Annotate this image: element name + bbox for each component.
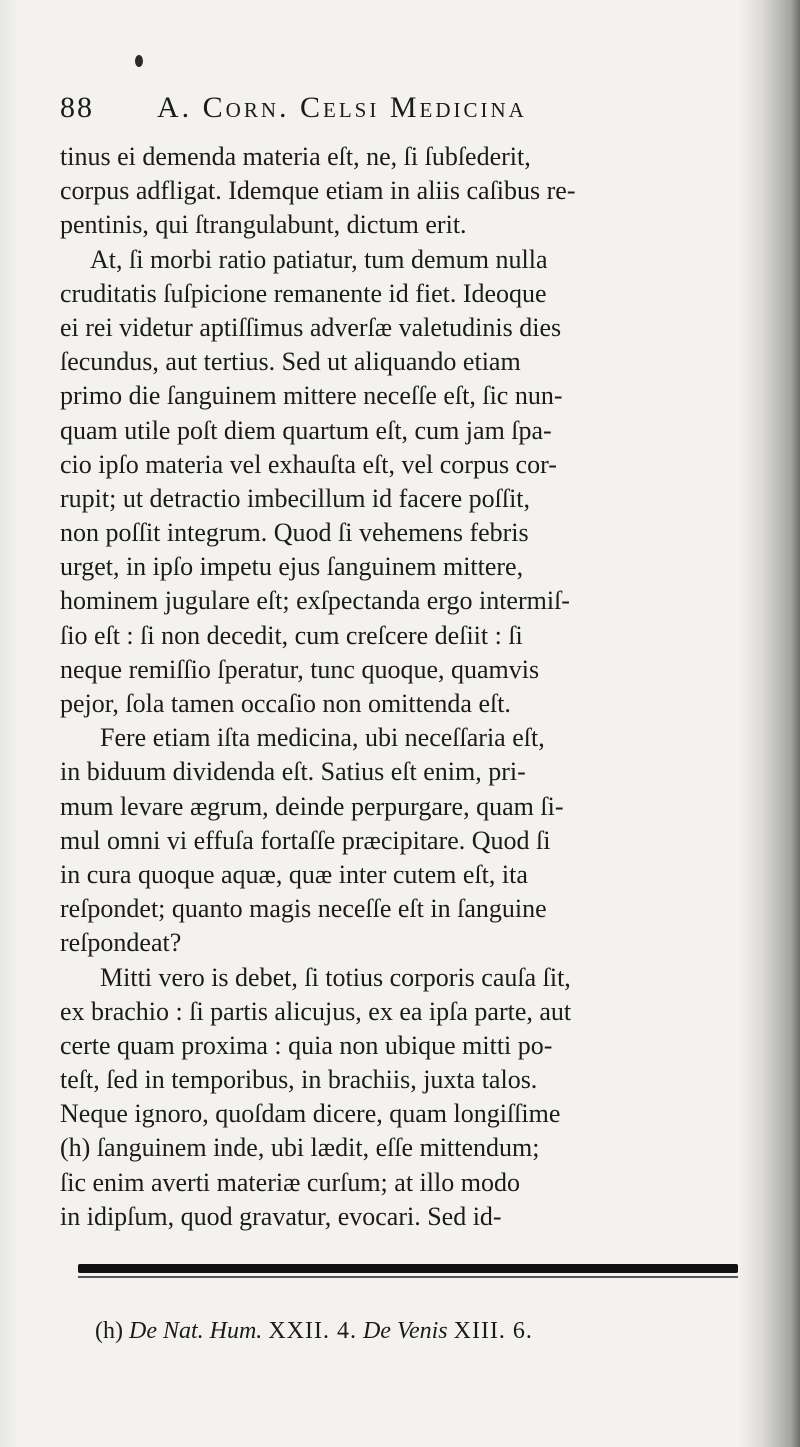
text-line: hominem jugulare eſt; exſpectanda ergo intermiſ- [60,586,570,616]
footnote-rule [78,1264,738,1273]
text-line: mum levare ægrum, deinde perpurgare, quam ſi- [60,791,564,821]
text-line: At, ſi morbi ratio patiatur, tum demum nulla [90,244,548,274]
text-line: ſic enim averti materiæ curſum; at illo modo [60,1167,520,1197]
text-line: ei rei videtur aptiſſimus adverſæ valetudinis dies [60,312,562,342]
footnote-ref1-loc: XXII. 4. [268,1318,357,1344]
running-title: A. Corn. Celsi Medicina [157,91,527,124]
text-line: ſio eſt : ſi non decedit, cum creſcere deſiit : ſi [60,620,523,650]
text-line: corpus adfligat. Idemque etiam in aliis caſibus re- [60,176,576,206]
body-text [60,140,740,1234]
text-line: in biduum dividenda eſt. Satius eſt enim, pri- [60,757,526,787]
text-line: pentinis, qui ſtrangulabunt, dictum erit. [60,210,467,240]
text-line: reſpondeat? [60,928,182,958]
text-line: cruditatis ſuſpicione remanente id fiet. Ideoque [60,278,547,308]
text-line: ſecundus, aut tertius. Sed ut aliquando etiam [60,347,521,377]
footnote [95,1313,755,1349]
text-line: quam utile poſt diem quartum eſt, cum jam ſpa- [60,415,552,445]
text-line: primo die ſanguinem mittere neceſſe eſt, ſic nun- [60,381,563,411]
footnote-ref2-loc: XIII. 6. [453,1318,533,1344]
text-line: ex brachio : ſi partis alicujus, ex ea ipſa parte, aut [60,996,572,1026]
text-line: (h) ſanguinem inde, ubi lædit, eſſe mittendum; [60,1133,540,1163]
text-line: teſt, ſed in temporibus, in brachiis, juxta talos. [60,1065,538,1095]
footnote-marker: (h) [95,1318,123,1344]
text-line: tinus ei demenda materia eſt, ne, ſi ſubſederit, [60,142,531,171]
page-number: 88 [60,91,94,124]
text-line: pejor, ſola tamen occaſio non omittenda eſt. [60,689,511,718]
text-line: cio ipſo materia vel exhauſta eſt, vel corpus cor- [60,449,557,479]
text-line: reſpondet; quanto magis neceſſe eſt in ſanguine [60,894,547,924]
text-line: mul omni vi effuſa fortaſſe præcipitare. Quod ſi [60,825,551,855]
page-header [60,88,750,128]
text-line: Fere etiam iſta medicina, ubi neceſſaria eſt, [100,723,545,753]
text-line: non poſſit integrum. Quod ſi vehemens febris [60,518,529,548]
text-line: certe quam proxima : quia non ubique mitti po- [60,1030,553,1060]
text-line: in cura quoque aquæ, quæ inter cutem eſt, ita [60,859,528,889]
page-edge-shadow [0,0,18,1447]
ink-speck [135,55,143,67]
footnote-rule-thin [78,1276,738,1278]
footnote-ref2-title: De Venis [362,1318,448,1344]
text-line: rupit; ut detractio imbecillum id facere poſſit, [60,483,531,513]
text-line: Mitti vero is debet, ſi totius corporis cauſa ſit, [100,962,571,992]
text-line: Neque ignoro, quoſdam dicere, quam longiſſime [60,1099,561,1129]
footnote-ref1-title: De Nat. Hum. [128,1318,263,1344]
text-line: neque remiſſio ſperatur, tunc quoque, quamvis [60,654,540,684]
binding-gutter-shadow [738,0,800,1447]
text-line: urget, in ipſo impetu ejus ſanguinem mittere, [60,552,524,582]
text-line: in idipſum, quod gravatur, evocari. Sed id- [60,1201,502,1231]
